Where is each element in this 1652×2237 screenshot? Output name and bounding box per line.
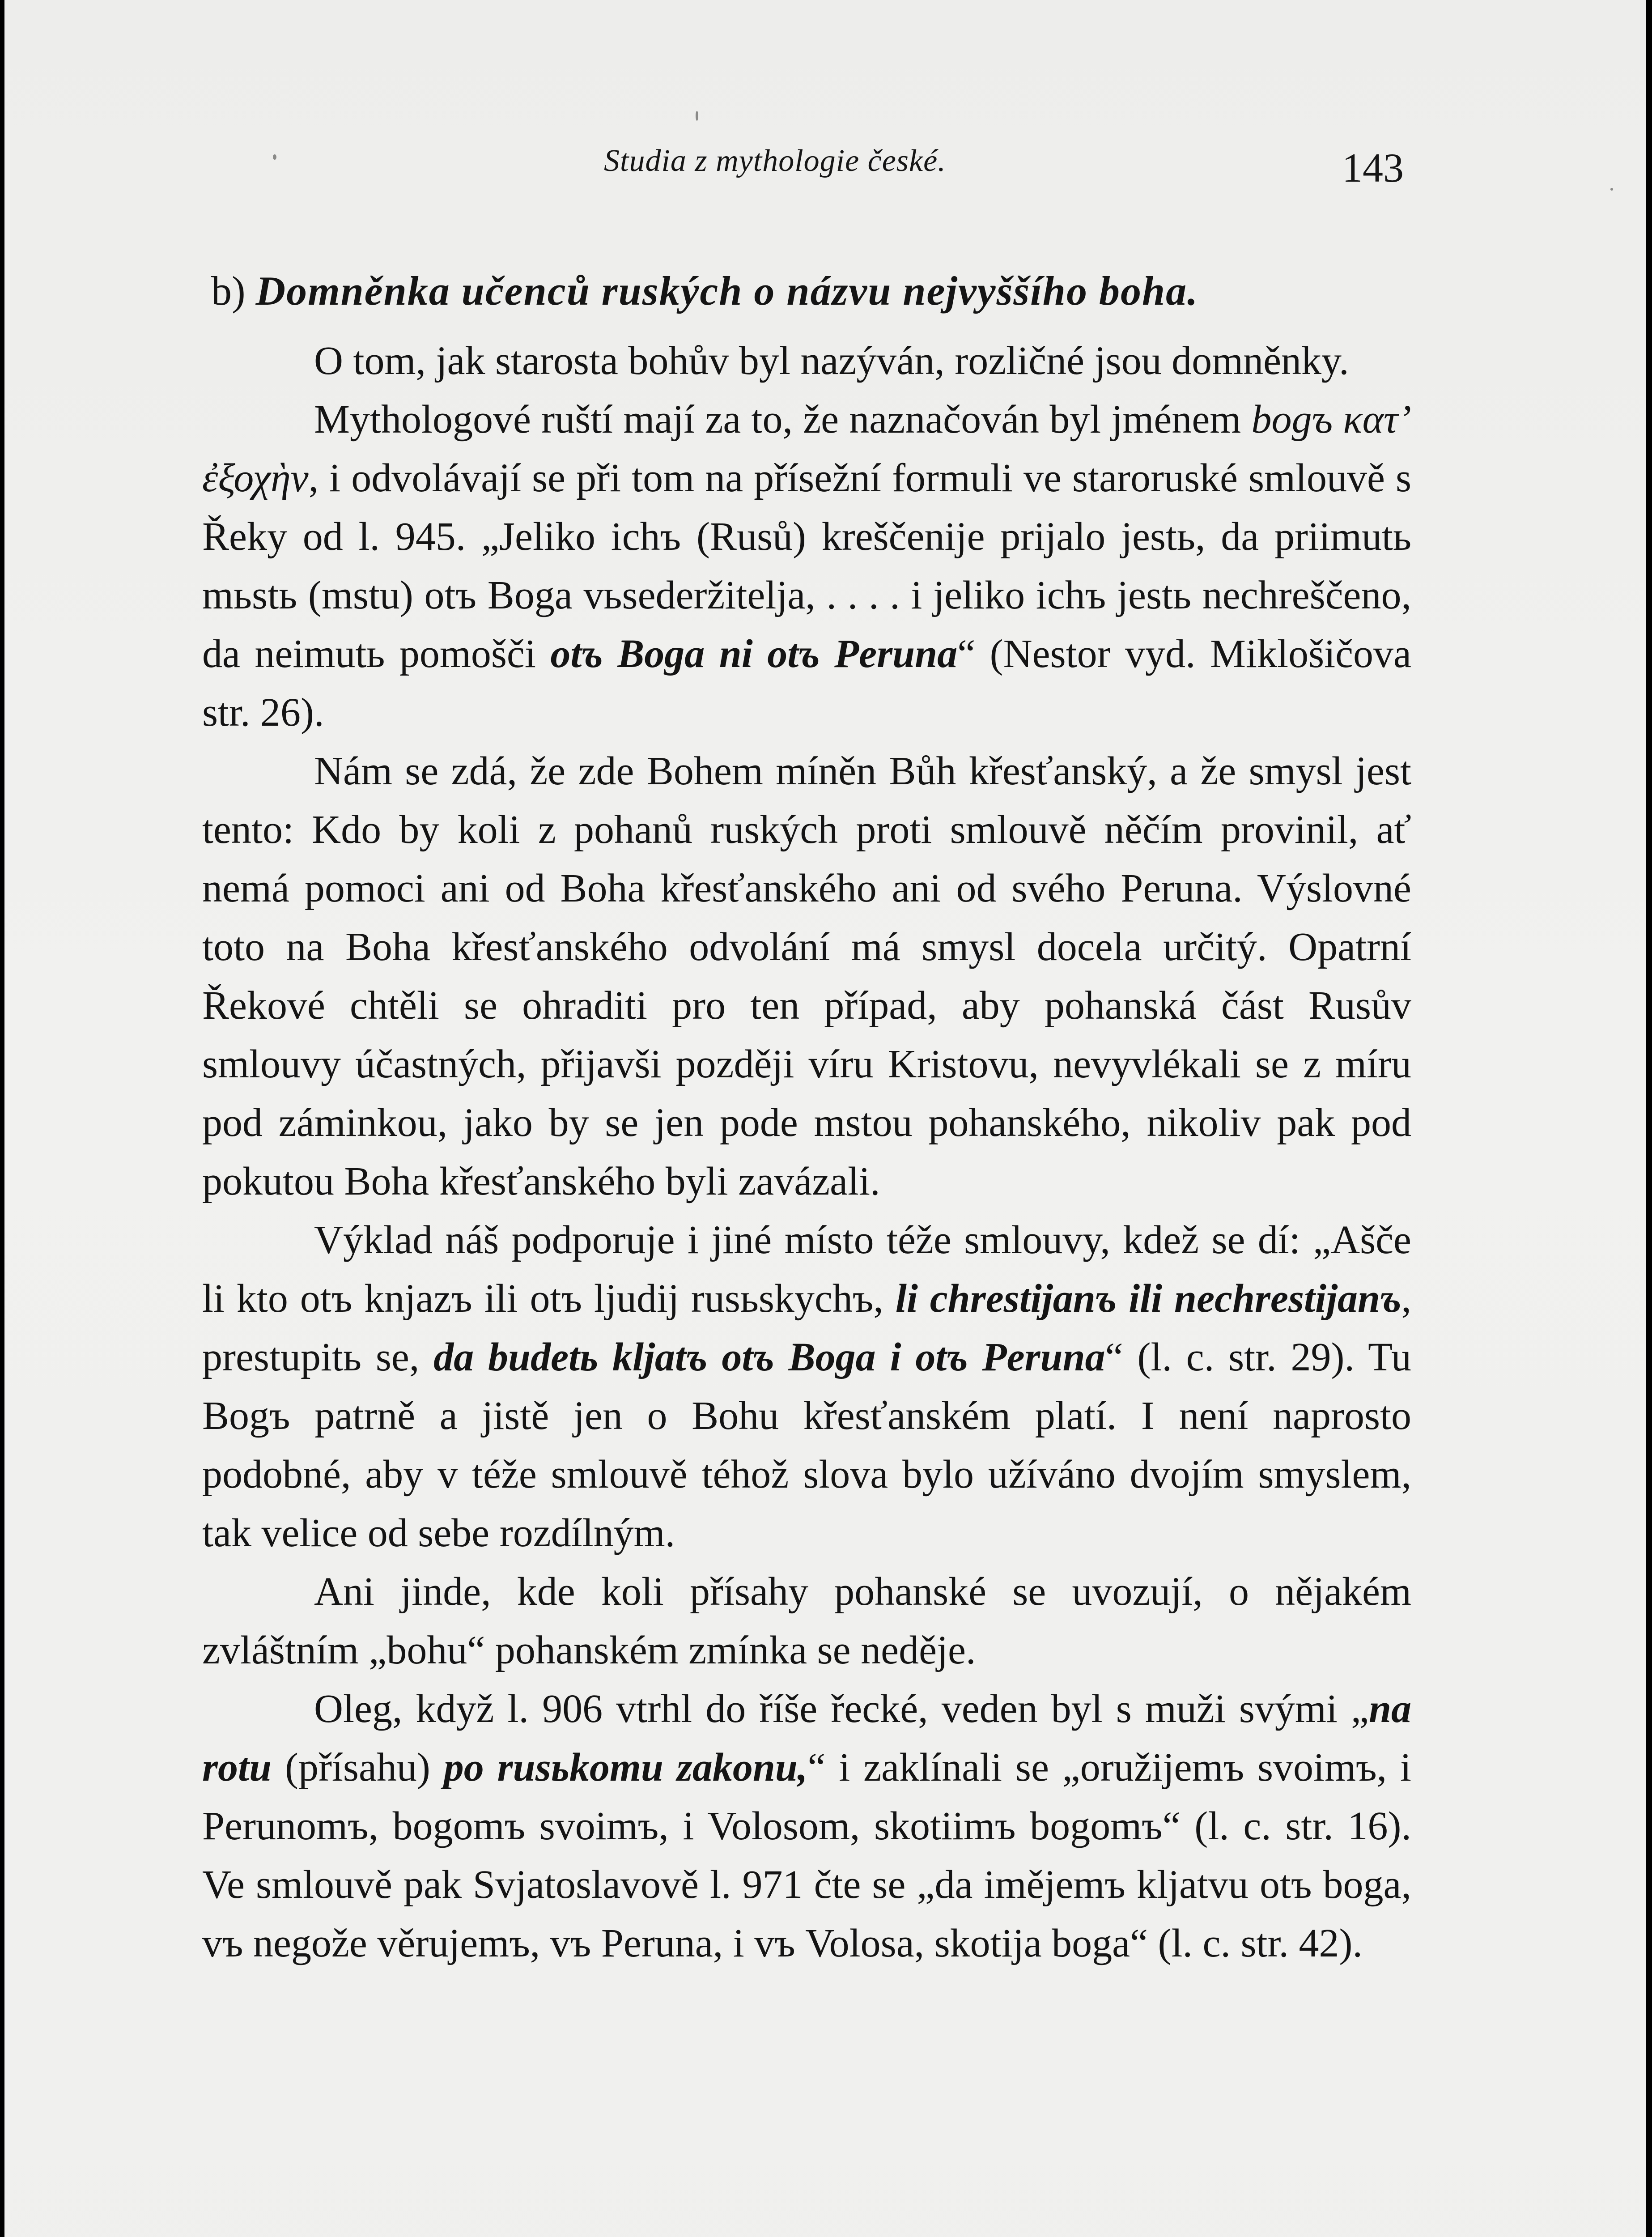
ink-speck — [273, 154, 276, 160]
paragraph-6-text-e: “ i zaklínali se „oružijemъ svoimъ, i Perunomъ, bogomъ svoimъ, i Volosom, skotiimъ bogomъ“ (l. c. str. 16). Ve smlouvě pak Svjatoslavově l. 971 čte se „da imějemъ kljatvu otъ boga, vъ negože věrujemъ, vъ Peruna, i vъ Volosa, skotija boga“ (l. c. str. 42). — [202, 1745, 1411, 1965]
paragraph-4-italic-quote: da budetь kljatъ otъ Boga i otъ Peruna — [433, 1335, 1105, 1379]
paragraph-4-text-a: Výklad náš podporuje i jiné místo téže smlouvy, kdež se dí: „Ašče li kto otъ knjazъ ili otъ ljudij rusьskychъ, — [202, 1218, 1411, 1321]
section-heading — [202, 262, 1411, 320]
paragraph-4 — [202, 1211, 1411, 1562]
page-number: 143 — [1342, 145, 1404, 191]
running-head: Studia z mythologie české. — [604, 144, 946, 178]
paragraph-5: Ani jinde, kde koli přísahy pohanské se uvozují, o nějakém zvláštním „bohu“ pohanském zmínka se neděje. — [202, 1569, 1411, 1672]
paragraph-2-italic-quote: otъ Boga ni otъ Peruna — [550, 632, 958, 676]
paragraph-4-text-e: “ (l. c. str. 29). Tu Bogъ patrně a jistě jen o Bohu křesťanském platí. I není naprosto podobné, aby v téže smlouvě téhož slova bylo užíváno dvojím smyslem, tak velice od sebe rozdílným. — [202, 1335, 1411, 1555]
paragraph-6-italic-phrase: po rusьkomu zakonu, — [443, 1745, 808, 1790]
book-page — [4, 0, 1646, 2237]
paragraph-4-italic-phrase: li chrestijanъ ili nechrestijanъ — [895, 1276, 1401, 1321]
paragraph-2-text-a: Mythologové ruští mají za to, že naznačován byl jménem — [314, 397, 1252, 442]
paragraph-3: Nám se zdá, že zde Bohem míněn Bůh křesťanský, a že smysl jest tento: Kdo by koli z pohanů ruských proti smlouvě něčím provinil, ať nemá pomoci ani od Boha křesťanského ani od svého Peruna. Výslovné toto na Boha křesťanského odvolání má smysl docela určitý. Opatrní Řekové chtěli se ohraditi pro ten případ, aby pohanská část Rusův smlouvy účastných, přijavši později víru Kristovu, nevyvlékali se z míru pod záminkou, jako by se jen pode mstou pohanského, nikoliv pak pod pokutou Boha křesťanského byli zavázali. — [202, 749, 1411, 1204]
paragraph-2 — [202, 390, 1411, 742]
section-label: b) — [211, 268, 246, 314]
paragraph-1: O tom, jak starosta bohův byl nazýván, rozličné jsou domněnky. — [314, 339, 1349, 383]
paragraph-6 — [202, 1680, 1411, 1973]
ink-speck — [696, 111, 698, 121]
section-title: Domněnka učenců ruských o názvu nejvyššího boha. — [255, 268, 1199, 314]
paragraph-2-italic-phrase: bogъ κατ’ ἐξοχὴν — [202, 397, 1411, 500]
paragraph-6-text-c: (přísahu) — [272, 1745, 444, 1790]
paragraph-6-italic-word: na rotu — [202, 1687, 1411, 1790]
ink-speck — [1610, 188, 1613, 191]
paragraph-4-text-c: , prestupitь se, — [202, 1276, 1411, 1379]
paragraph-2-text-c: , i odvolávají se při tom na přísežní formuli ve staroruské smlouvě s Řeky od l. 945. „Jeliko ichъ (Rusů) kreščenije prijalo jestь, da priimutь mьstь (mstu) otъ Boga vьsederžitelja, . . . . i jeliko ichъ jestь nechreščeno, da neimutь pomošči — [202, 456, 1411, 676]
paragraph-6-text-a: Oleg, když l. 906 vtrhl do říše řecké, veden byl s muži svými „ — [314, 1687, 1369, 1731]
paragraph-2-text-e: “ (Nestor vyd. Miklošičova str. 26). — [202, 632, 1411, 735]
text-body — [202, 262, 1411, 1973]
